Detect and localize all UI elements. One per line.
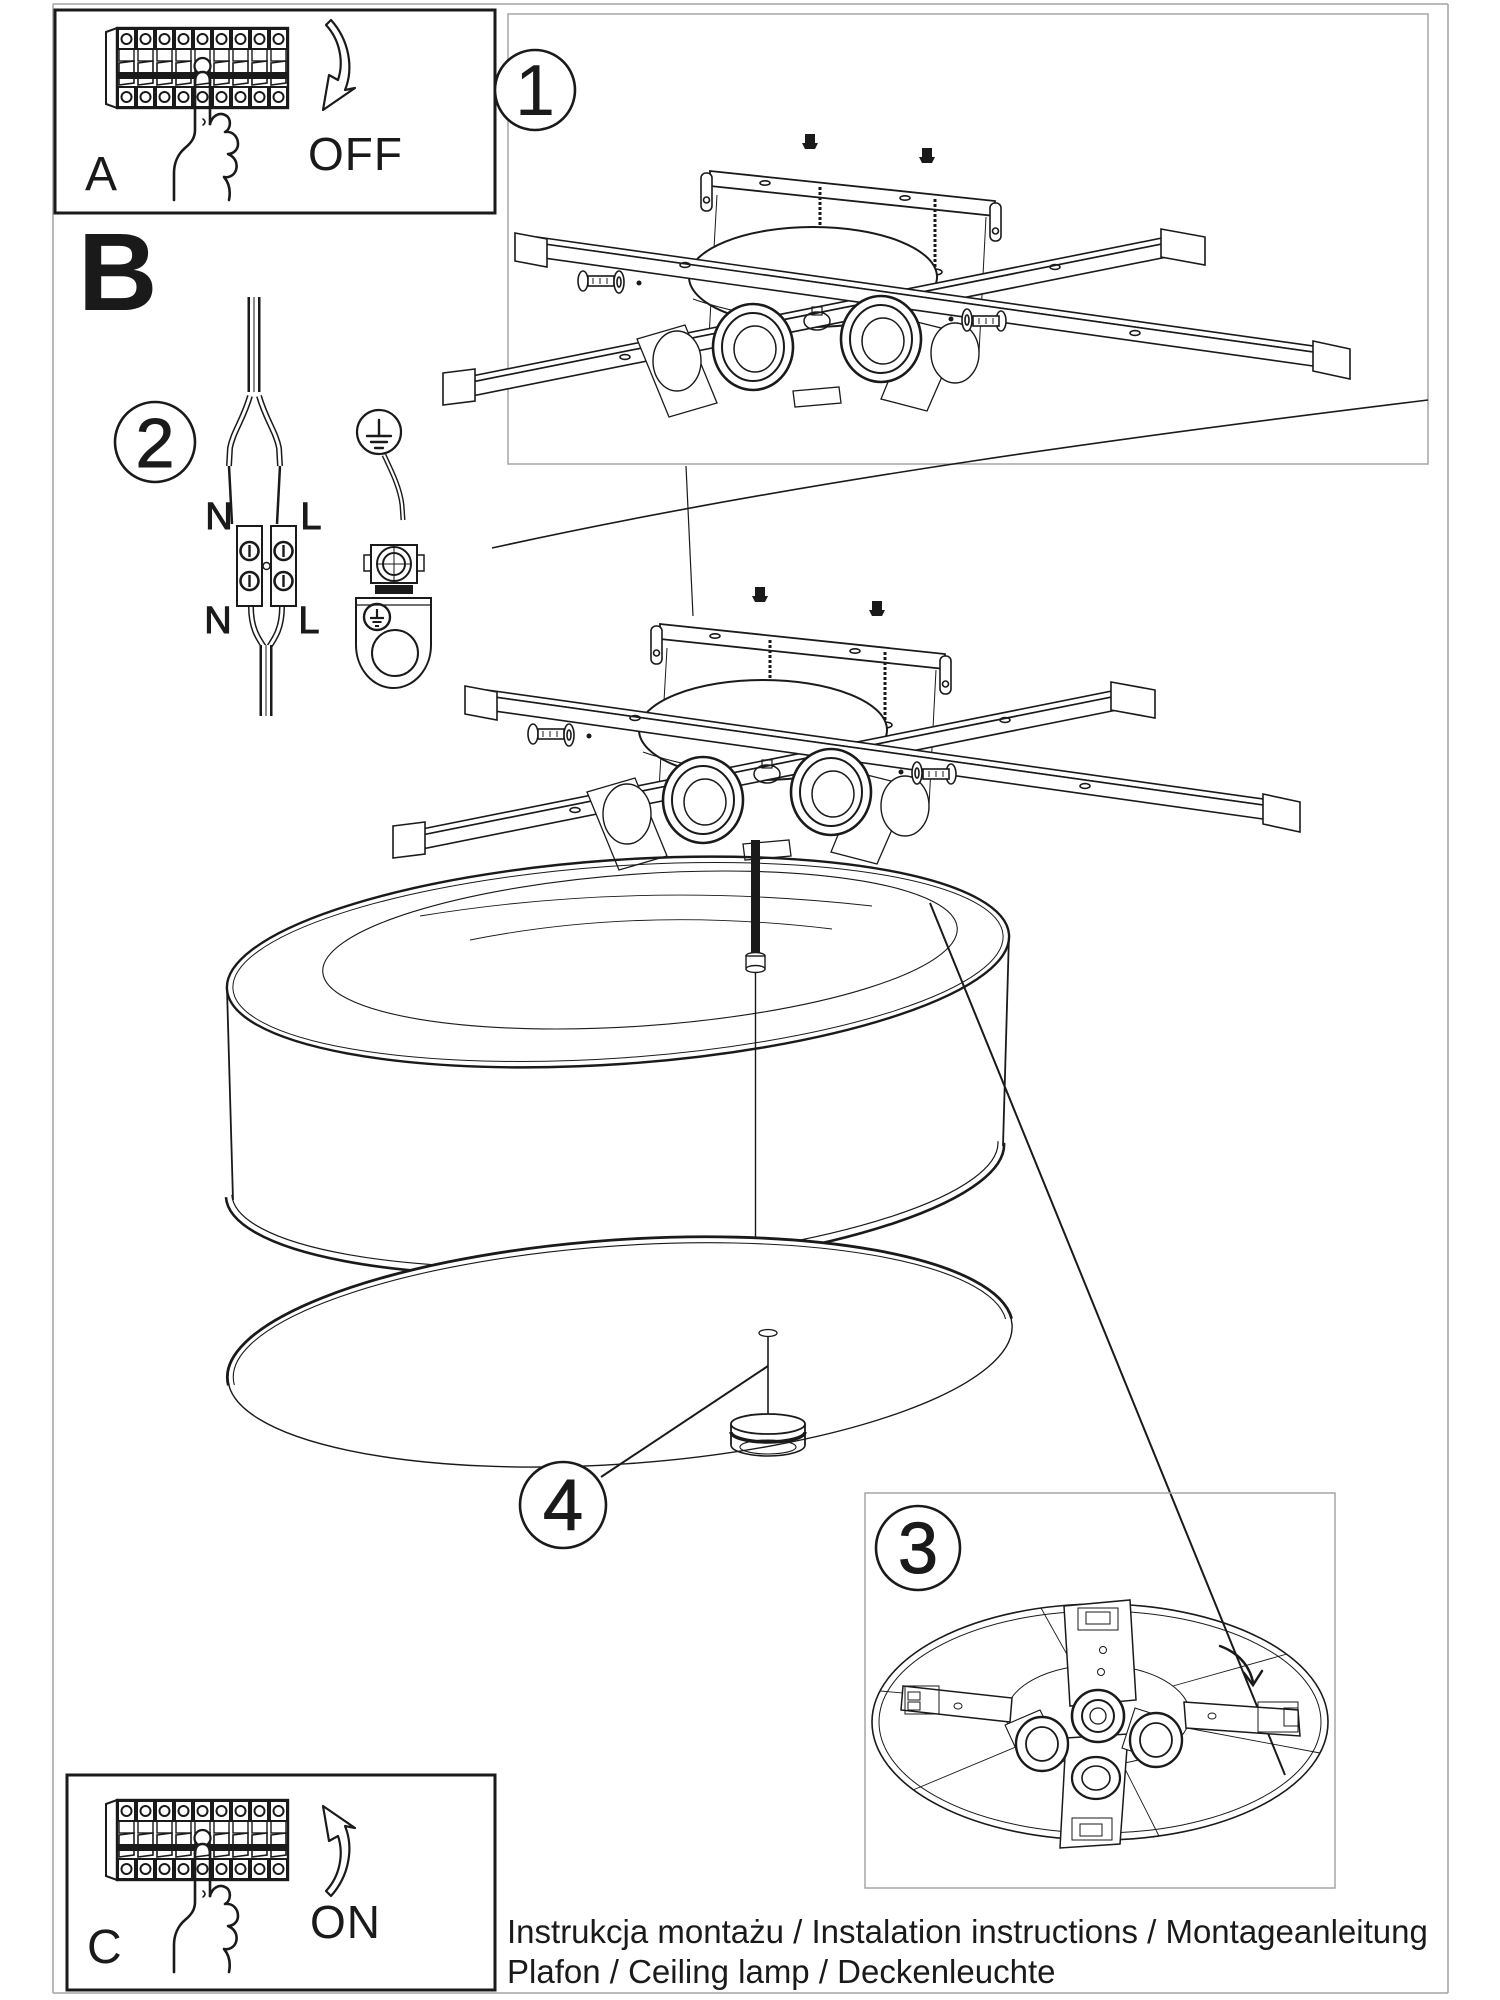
footer-line2: Plafon / Ceiling lamp / Deckenleuchte — [507, 1953, 1056, 1990]
drum-shade-drawing — [220, 833, 1016, 1299]
footer — [507, 1913, 1428, 1990]
panel-c-box — [67, 1775, 495, 1990]
lamp-cable-icon — [251, 607, 282, 716]
step2-wiring-diagram — [115, 297, 431, 716]
step1-number: 1 — [514, 51, 556, 131]
earth-ground-symbol-icon — [357, 410, 401, 454]
diffuser-drawing — [220, 1213, 1020, 1491]
ground-clamp-icon — [356, 455, 431, 688]
panel-a-box — [55, 10, 495, 213]
threaded-rod-drawing — [746, 840, 765, 1242]
wire-label-n-bottom: N — [204, 600, 232, 642]
mounting-assembly-drawing — [393, 587, 1300, 870]
step1-box — [443, 14, 1428, 548]
off-label: OFF — [308, 128, 403, 180]
section-b-label: B — [78, 211, 158, 334]
wire-label-n-top: N — [205, 496, 233, 538]
step3-box — [865, 1493, 1335, 1888]
bottom-view-drawing — [872, 1600, 1328, 1848]
panel-c-label: C — [87, 1921, 122, 1974]
wire-label-l-bottom: L — [298, 600, 320, 642]
step4-number: 4 — [542, 1466, 584, 1546]
panel-a-label: A — [85, 148, 118, 201]
on-label: ON — [310, 1896, 381, 1948]
terminal-block-icon — [237, 526, 296, 606]
detail1-leader-line — [686, 466, 693, 616]
wire-label-l-top: L — [300, 496, 322, 538]
footer-line1: Instrukcja montażu / Instalation instructions / Montageanleitung — [507, 1913, 1428, 1950]
step3-number: 3 — [897, 1509, 939, 1589]
main-exploded-view — [220, 587, 1300, 1775]
step2-number: 2 — [135, 404, 175, 482]
power-cable-icon — [229, 297, 280, 524]
